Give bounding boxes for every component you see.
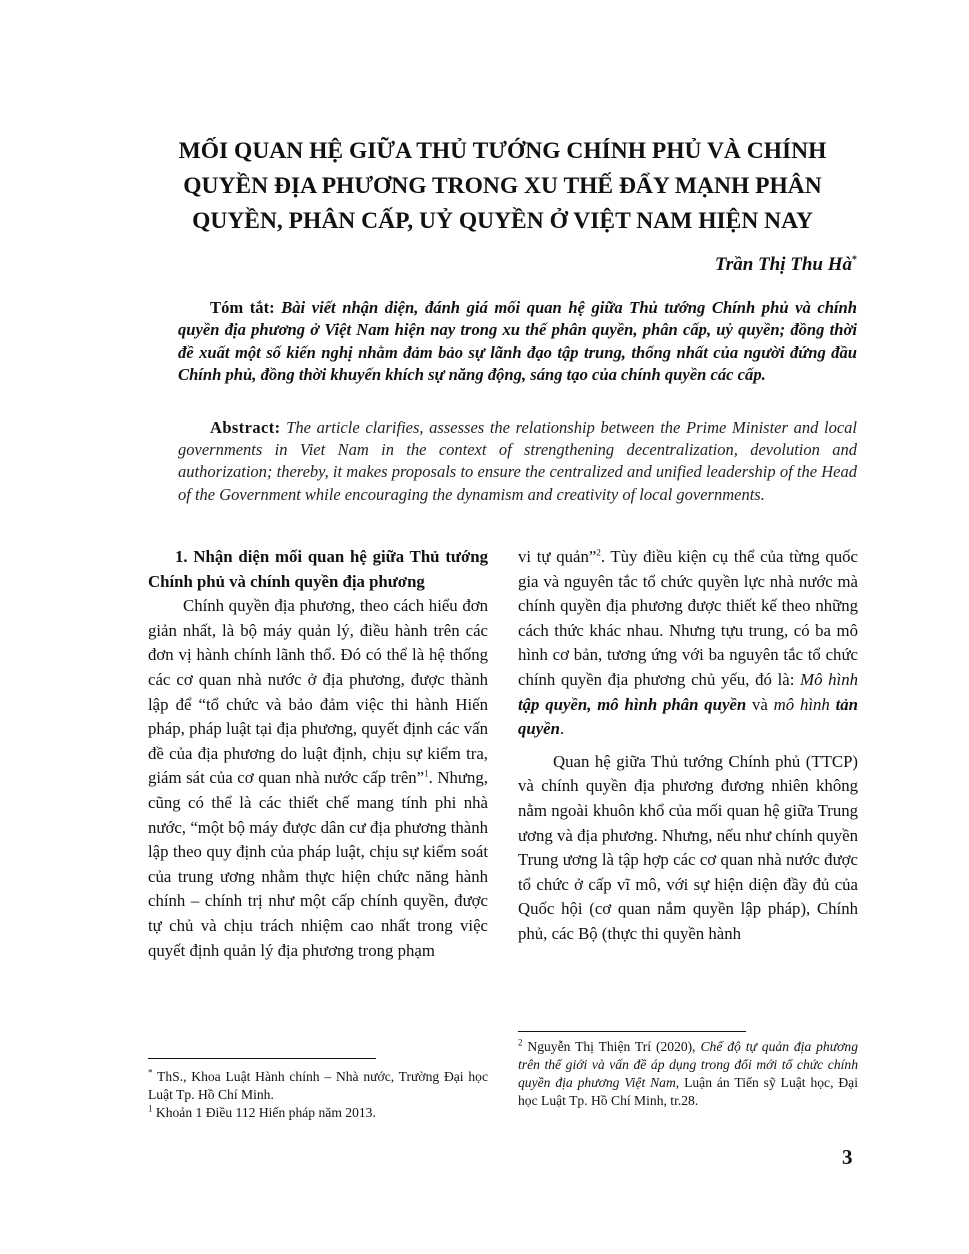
title-line-1: MỐI QUAN HỆ GIỮA THỦ TƯỚNG CHÍNH PHỦ VÀ CHÍNH <box>178 138 827 164</box>
body-paragraph-right-2: Quan hệ giữa Thủ tướng Chính phủ (TTCP) và chính quyền địa phương đương nhiên không nằm ngoài khuôn khổ của mối quan hệ giữa Trung ương và địa phương. Nhưng, nếu như chính quyền Trung ương là tập hợp các cơ quan nhà nước được tổ chức ở cấp vĩ mô, với sự hiện diện đầy đủ của Quốc hội (cơ quan nắm quyền lập pháp), Chính phủ, các Bộ (thực thi quyền hành <box>518 751 858 943</box>
body-paragraph-right-1 <box>518 545 858 742</box>
footnote-star-text: ThS., Khoa Luật Hành chính – Nhà nước, Trường Đại học Luật Tp. Hồ Chí Minh. <box>148 1069 488 1102</box>
title-line-2: QUYỀN ĐỊA PHƯƠNG TRONG XU THẾ ĐẨY MẠNH PHÂN <box>183 173 822 199</box>
author-text: Trần Thị Thu Hà <box>714 254 852 275</box>
footnote-divider-left <box>148 1058 376 1059</box>
paragraph-text-a: Chính quyền địa phương, theo cách hiểu đơn giản nhất, là bộ máy quản lý, điều hành trên các đơn vị hành chính lãnh thổ. Đó có thể là hệ thống các cơ quan nhà nước ở địa phương, được thành lập để “tổ chức và bảo đảm việc thi hành Hiến pháp, pháp luật tại địa phương, quyết định các vấn đề của địa phương do luật định, chịu sự kiểm tra, giám sát của cơ quan nhà nước cấp trên” <box>148 596 488 788</box>
footnote-divider-right <box>518 1031 746 1032</box>
footnote-2-rest: , Luận án Tiến sỹ Luật học, Đại học Luật Tp. Hồ Chí Minh, tr.28. <box>518 1075 858 1108</box>
page-number: 3 <box>842 1145 853 1169</box>
model-1-prefix: Mô hình <box>800 669 858 689</box>
footnote-1-text: Khoản 1 Điều 112 Hiến pháp năm 2013. <box>152 1105 376 1120</box>
section-heading: 1. Nhận diện mối quan hệ giữa Thủ tướng Chính phủ và chính quyền địa phương <box>148 547 488 591</box>
summary-en-label: Abstract: <box>210 418 281 437</box>
summary-vi-label: Tóm tắt: <box>210 298 275 317</box>
footnote-1-mark: 1 <box>148 1103 153 1114</box>
paragraph-continuation: vi tự quản” <box>518 547 597 566</box>
footnote-1 <box>148 1104 488 1122</box>
summary-vi-text: Bài viết nhận diện, đánh giá mối quan hệ giữa Thủ tướng Chính phủ và chính quyền địa phương ở Việt Nam hiện nay trong xu thế phân quyền, phân cấp, uỷ quyền; đồng thời đề xuất một số kiến nghị nhằm đảm bảo sự lãnh đạo tập trung, thống nhất của người đứng đầu Chính phủ, đồng thời khuyến khích sự năng động, sáng tạo của chính quyền các cấp. <box>178 298 857 384</box>
title-line-3: QUYỀN, PHÂN CẤP, UỶ QUYỀN Ở VIỆT NAM HIỆN NAY <box>192 208 813 234</box>
footnote-2-title: Chế độ tự quản địa phương trên thế giới và vấn đề áp dụng trong đổi mới tổ chức chính quyền địa phương Việt Nam <box>518 1039 858 1090</box>
summary-en-text: The article clarifies, assesses the relationship between the Prime Minister and local governments in Viet Nam in the context of strengthening decentralization, devolution and authorization; thereby, it makes proposals to ensure the centralized and unified leadership of the Head of the Government while encouraging the dynamism and creativity of local governments. <box>178 418 857 504</box>
footnote-star-mark: * <box>148 1067 153 1078</box>
footnote-ref-2: 2 <box>596 547 601 558</box>
period: . <box>559 719 565 739</box>
footnote-ref-1: 1 <box>424 768 429 779</box>
footnote-2-mark: 2 <box>518 1037 523 1048</box>
author-footnote-mark: * <box>852 254 857 266</box>
model-1: tập quyền <box>518 694 588 714</box>
conjunction: và <box>746 694 774 714</box>
author-name <box>715 254 857 276</box>
body-paragraph-left <box>148 594 488 963</box>
right-column <box>518 545 858 947</box>
left-column <box>148 545 488 963</box>
footnote-2 <box>518 1038 858 1110</box>
summary-english <box>178 417 857 506</box>
separator: , <box>587 694 598 714</box>
model-3-prefix: mô hình <box>773 694 830 714</box>
model-2: mô hình phân quyền <box>597 694 747 714</box>
paragraph-text: . Tùy điều kiện cụ thể của từng quốc gia và nguyên tắc tổ chức quyền lực nhà nước mà chính quyền địa phương được thiết kế theo những cách thức khác nhau. Nhưng tựu trung, có ba mô hình cơ bản, tương ứng với ba nguyên tắc tổ chức chính quyền địa phương chủ yếu, đó là: <box>518 547 858 689</box>
summary-vietnamese <box>178 297 857 386</box>
footnote-2-author: Nguyễn Thị Thiện Trí (2020), <box>522 1039 701 1054</box>
footnote-author <box>148 1068 488 1104</box>
paragraph-text-b: . Nhưng, cũng có thể là các thiết chế mang tính phi nhà nước, “một bộ máy được dân cư địa phương thành lập theo quy định của pháp luật, chịu sự kiểm soát của trung ương nhằm thực hiện chức năng hành chính – chính trị như một cấp chính quyền, được tự chủ và chịu trách nhiệm cao nhất trong việc quyết định quản lý địa phương trong phạm <box>148 768 488 960</box>
article-title <box>130 134 875 239</box>
model-3: tản quyền <box>518 694 859 739</box>
